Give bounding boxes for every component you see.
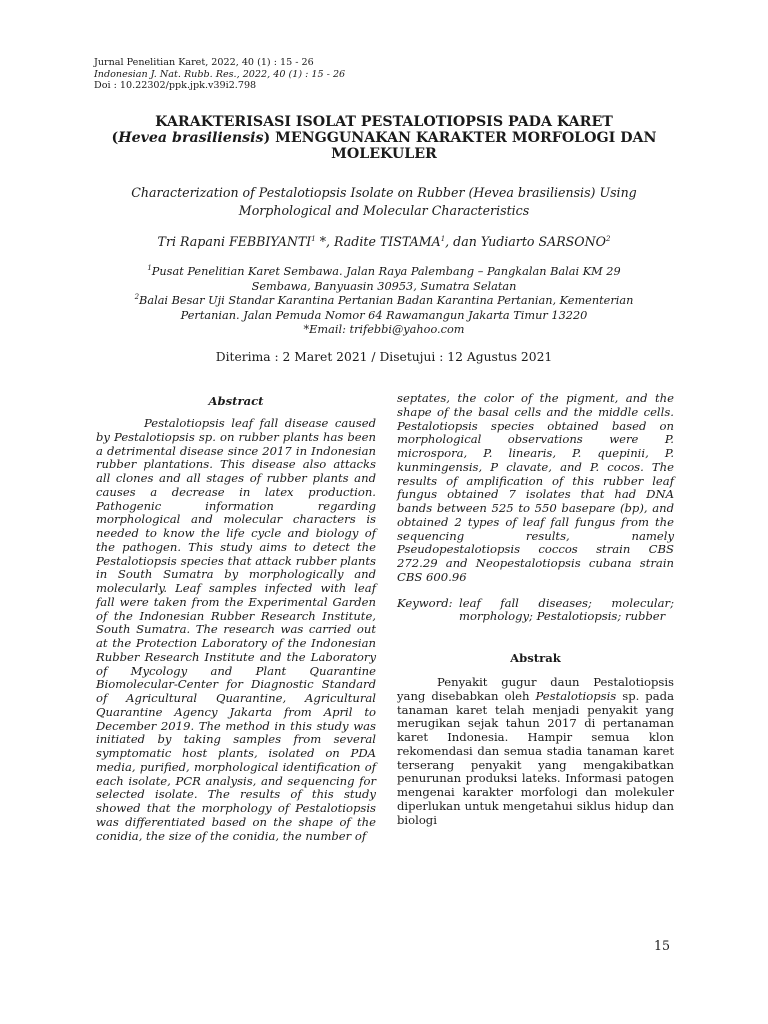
english-title	[90, 184, 678, 220]
author-separator: , dan	[445, 234, 481, 249]
affiliation-2-text: Balai Besar Uji Standar Karantina Pertanian Badan Karantina Pertanian, Kementerian	[139, 294, 634, 307]
abstract-text-part-1: Pestalotiopsis leaf fall disease caused by Pestalotiopsis sp. on rubber plants has been a detrimental disease since 2017 in Indonesian rubber plantations. This disease also attacks all clones and all stages of rubber plants and causes a decrease in latex production. Pathogenic information regarding morphological and molecular characters is needed to know the life cycle and biology of the pathogen. This study aims to detect the Pestalotiopsis species that attack rubber plants in South Sumatra by morphologically and molecularly. Leaf samples infected with leaf fall were taken from the Experimental Garden of the Indonesian Rubber Research Institute, South Sumatra. The research was carried out at the Protection Laboratory of the Indonesian Rubber Research Institute and the Laboratory of Mycology and Plant Quarantine Biomolecular-Center for Diagnostic Standard of Agricultural Quarantine, Agricultural Quarantine Agency Jakarta from April to December 2019. The method in this study was initiated by taking samples from several symptomatic host plants, isolated on PDA media, purified, morphological identification of each isolate, PCR analysis, and sequencing for selected isolate. The results of this study showed that the morphology of Pestalotiopsis was differentiated based on the shape of the conidia, the size of the conidia, the number of	[96, 416, 376, 843]
right-column	[397, 392, 674, 827]
author-2: Radite TISTAMA	[334, 234, 441, 249]
title-species: Hevea brasiliensis	[118, 130, 264, 146]
author-list	[90, 234, 678, 250]
keyword-label: Keyword:	[397, 595, 453, 610]
affiliation-2-line-2: Pertanian. Jalan Pemuda Nomor 64 Rawamangun Jakarta Timur 13220	[180, 308, 588, 322]
page-number: 15	[654, 938, 671, 953]
title-line-1: KARAKTERISASI ISOLAT PESTALOTIOPSIS PADA KARET	[155, 114, 613, 130]
author-3: Yudiarto SARSONO	[480, 234, 606, 249]
abstract-heading: Abstract	[208, 394, 264, 408]
journal-citation-id: Jurnal Penelitian Karet, 2022, 40 (1) : 15 - 26	[94, 57, 314, 68]
abstract-text-part-2: septates, the color of the pigment, and the shape of the basal cells and the middle cells. Pestalotiopsis species obtained based on morphological observations were P. microspora, P. linearis, P. quepinii, P. kunmingensis, P clavate, and P. cocos. The results of amplification of this rubber leaf fungus obtained 7 isolates that had DNA bands between 525 to 550 basepare (bp), and obtained 2 types of leaf fall fungus from the sequencing results, namely Pseudopestalotiopsis coccos strain CBS 272.29 and Neopestalotiopsis cubana strain CBS 600.96	[397, 391, 674, 584]
journal-header	[94, 57, 345, 92]
author-1: Tri Rapani FEBBIYANTI	[157, 234, 312, 249]
affiliation-1-number: 1	[147, 264, 152, 273]
corresponding-mark: *,	[315, 234, 335, 249]
received-accepted-dates: Diterima : 2 Maret 2021 / Disetujui : 12 Agustus 2021	[215, 350, 553, 364]
author-2-affil: 1	[440, 234, 446, 243]
keywords	[397, 597, 674, 625]
title-line-2	[90, 130, 678, 146]
affiliations	[100, 265, 668, 338]
affiliation-1-line-1	[100, 265, 668, 280]
title-line-3: MOLEKULER	[331, 146, 437, 162]
title-paren: (	[111, 130, 119, 146]
affiliation-1-text: Pusat Penelitian Karet Sembawa. Jalan Raya Palembang – Pangkalan Balai KM 29	[151, 265, 621, 278]
english-title-line-1: Characterization of Pestalotiopsis Isolate on Rubber (Hevea brasiliensis) Using	[131, 185, 637, 200]
journal-citation-en: Indonesian J. Nat. Rubb. Res., 2022, 40 (1) : 15 - 26	[94, 68, 346, 80]
article-title	[90, 114, 678, 162]
affiliation-1-line-2: Sembawa, Banyuasin 30953, Sumatra Selatan	[251, 279, 517, 293]
abstrak-text-a: Penyakit gugur daun Pestalotiopsis yang disebabkan oleh	[397, 675, 674, 703]
abstrak-text	[397, 676, 674, 827]
title-line-2-rest: ) MENGGUNAKAN KARAKTER MORFOLOGI DAN	[263, 130, 657, 146]
abstrak-genus: Pestalotiopsis	[535, 688, 617, 703]
abstrak-text-b: sp. pada tanaman karet telah menjadi penyakit yang merugikan sejak tahun 2017 di pertanaman karet Indonesia. Hampir semua klon rekomendasi dan semua stadia tanaman karet terserang penyakit yang mengakibatkan penurunan produksi lateks. Informasi patogen mengenai karakter morfologi dan molekuler diperlukan untuk mengetahui siklus hidup dan biologi	[397, 688, 674, 827]
corresponding-email[interactable]: *Email: trifebbi@yahoo.com	[303, 323, 465, 336]
author-1-affil: 1	[311, 234, 316, 243]
english-title-line-2: Morphological and Molecular Characteristics	[238, 203, 530, 218]
affiliation-2-line-1	[100, 294, 668, 309]
abstrak-heading: Abstrak	[510, 651, 561, 665]
left-column	[96, 393, 376, 843]
affiliation-2-number: 2	[134, 293, 140, 302]
keyword-list: leaf fall diseases; molecular; morphology; Pestalotiopsis; rubber	[459, 595, 674, 624]
journal-doi[interactable]: Doi : 10.22302/ppk.jpk.v39i2.798	[94, 80, 257, 91]
author-3-affil: 2	[605, 234, 611, 243]
